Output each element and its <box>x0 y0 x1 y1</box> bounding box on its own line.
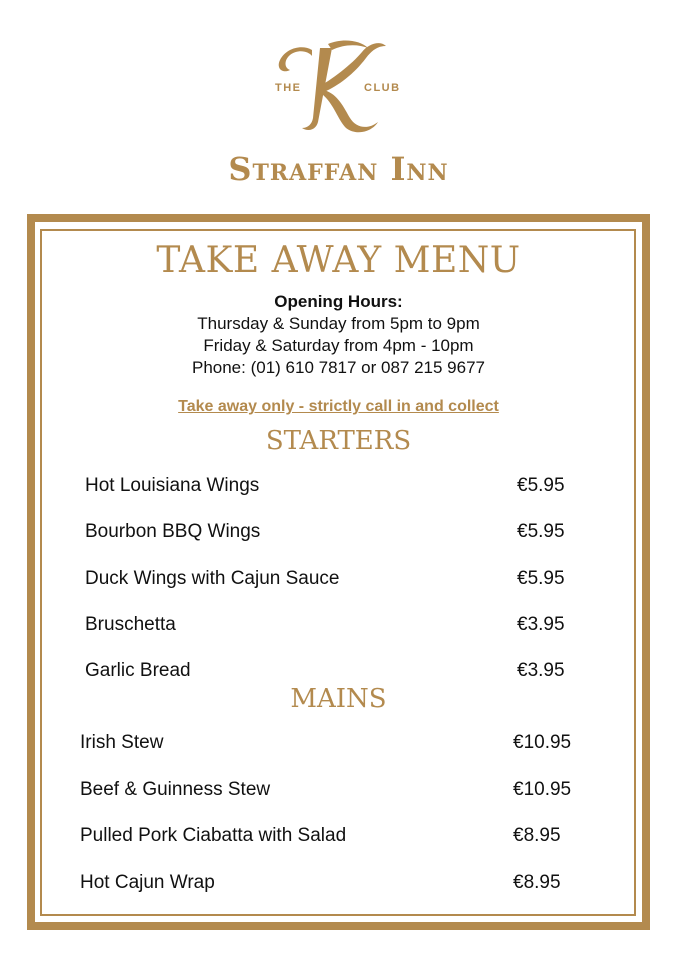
menu-item-price: €8.95 <box>513 872 561 893</box>
menu-item-price: €5.95 <box>517 521 565 542</box>
menu-item-name: Bourbon BBQ Wings <box>85 521 261 542</box>
hours-line: Thursday & Sunday from 5pm to 9pm <box>197 314 480 333</box>
menu-item-price: €3.95 <box>517 614 565 635</box>
menu-item-name: Garlic Bread <box>85 660 191 681</box>
venue-title: Straffan Inn <box>228 150 449 188</box>
menu-item-name: Hot Louisiana Wings <box>85 475 260 496</box>
mains-heading: MAINS <box>290 684 387 714</box>
menu-item-name: Duck Wings with Cajun Sauce <box>85 568 340 589</box>
menu-item-price: €10.95 <box>513 779 572 800</box>
menu-item-name: Bruschetta <box>85 614 176 635</box>
menu-title: TAKE AWAY MENU <box>156 240 521 281</box>
menu-item-price: €10.95 <box>513 732 572 753</box>
hours-line: Friday & Saturday from 4pm - 10pm <box>203 336 474 355</box>
menu-item-price: €5.95 <box>517 475 565 496</box>
menu-item-price: €5.95 <box>517 568 565 589</box>
takeaway-notice: Take away only - strictly call in and collect <box>178 398 499 415</box>
menu-item-name: Hot Cajun Wrap <box>80 872 215 893</box>
logo-left-word: THE <box>275 82 302 94</box>
logo-right-word: CLUB <box>364 82 401 94</box>
menu-item-name: Irish Stew <box>80 732 164 753</box>
menu-item-name: Pulled Pork Ciabatta with Salad <box>80 825 347 846</box>
starters-heading: STARTERS <box>265 426 412 456</box>
opening-hours-heading: Opening Hours: <box>274 292 403 311</box>
menu-item-name: Beef & Guinness Stew <box>80 779 271 800</box>
phone-line: Phone: (01) 610 7817 or 087 215 9677 <box>191 358 486 377</box>
menu-item-price: €3.95 <box>517 660 565 681</box>
menu-item-price: €8.95 <box>513 825 561 846</box>
